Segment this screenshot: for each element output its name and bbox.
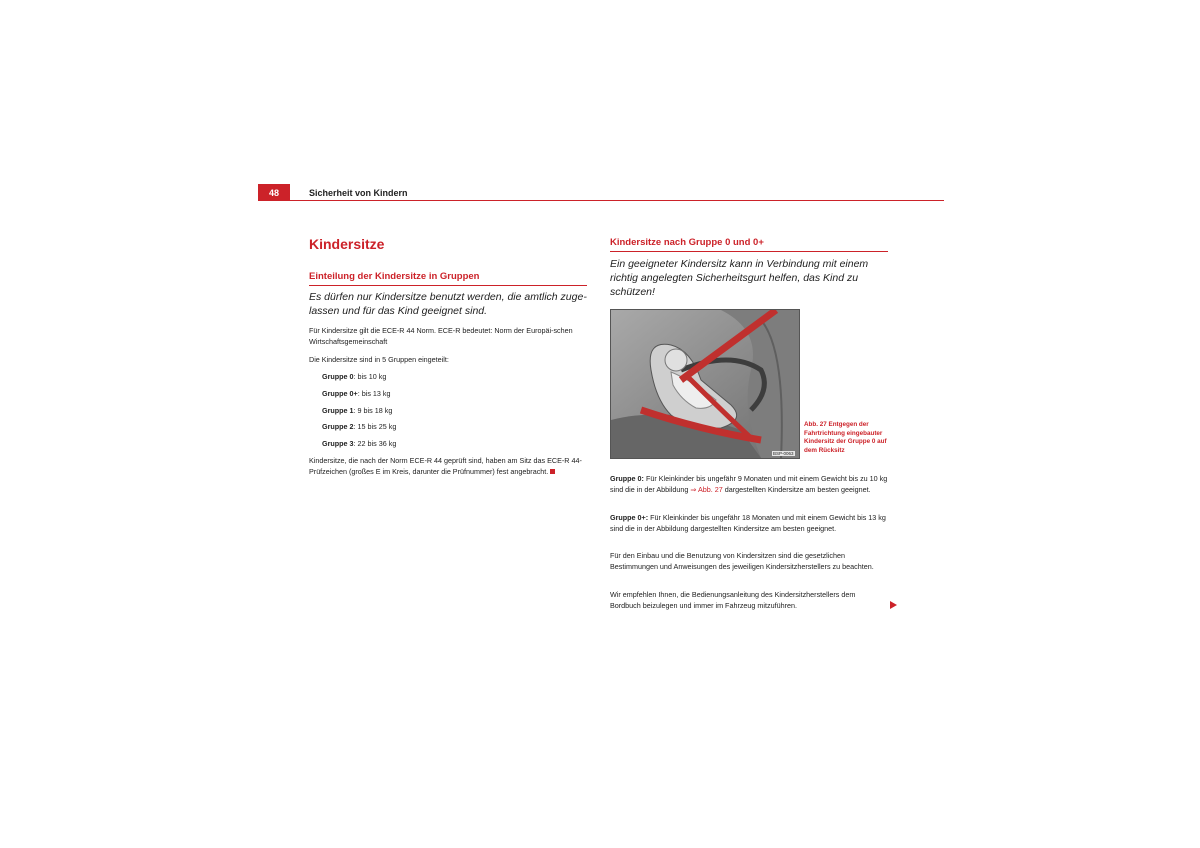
group-label: Gruppe 0+ xyxy=(322,389,358,398)
group-0plus-label: Gruppe 0+: xyxy=(610,513,649,522)
ece-mark-text: Kindersitze, die nach der Norm ECE-R 44 geprüft sind, haben am Sitz das ECE-R 44-Prüfzeichen (großes E im Kreis, darunter die Prüfnummer) fest angebracht. xyxy=(309,456,582,476)
header-divider xyxy=(258,200,944,201)
group-0-paragraph xyxy=(610,474,890,496)
group-weight: : bis 10 kg xyxy=(353,372,387,381)
figure-reference-link[interactable]: ⇒ Abb. 27 xyxy=(690,484,723,494)
group-weight: : bis 13 kg xyxy=(357,389,391,398)
left-subtitle: Einteilung der Kindersitze in Gruppen xyxy=(309,271,587,286)
child-seat-illustration xyxy=(610,309,800,459)
ece-mark-paragraph xyxy=(309,456,589,478)
installation-paragraph: Für den Einbau und die Benutzung von Kindersitzen sind die gesetzlichen Bestimmungen und Anweisungen des jeweiligen Kindersitzherstellers zu beachten. xyxy=(610,551,874,571)
continue-arrow-icon xyxy=(890,601,897,609)
group-weight: : 22 bis 36 kg xyxy=(353,439,397,448)
group-label: Gruppe 2 xyxy=(322,422,354,431)
group-0plus-paragraph xyxy=(610,513,890,535)
group-0plus-text: Für Kleinkinder bis ungefähr 18 Monaten und mit einem Gewicht bis 13 kg sind die in der Abbildung dargestellten Kindersitze am besten geeignet. xyxy=(610,513,886,533)
group-weight: : 15 bis 25 kg xyxy=(353,422,397,431)
group-item xyxy=(322,389,391,398)
group-item xyxy=(322,372,386,381)
group-0-text: Für Kleinkinder bis ungefähr 9 Monaten und mit einem Gewicht bis zu 10 kg sind die in der Abbildung xyxy=(610,474,888,494)
figure-code: BSP-0063 xyxy=(773,451,794,456)
group-label: Gruppe 1 xyxy=(322,406,354,415)
group-item xyxy=(322,406,392,415)
left-lead-text: Es dürfen nur Kindersitze benutzt werden, die amtlich zuge-lassen und für das Kind geeignet sind. xyxy=(309,291,587,317)
ece-paragraph: Für Kindersitze gilt die ECE-R 44 Norm. ECE-R bedeutet: Norm der Europäi-schen Wirtschaftsgemeinschaft xyxy=(309,326,573,346)
group-weight: : 9 bis 18 kg xyxy=(353,406,393,415)
section-title: Sicherheit von Kindern xyxy=(309,188,408,198)
group-label: Gruppe 0 xyxy=(322,372,354,381)
recommendation-paragraph: Wir empfehlen Ihnen, die Bedienungsanleitung des Kindersitzherstellers dem Bordbuch beizulegen und immer im Fahrzeug mitzuführen. xyxy=(610,590,856,610)
end-of-section-icon xyxy=(550,469,555,474)
groups-intro: Die Kindersitze sind in 5 Gruppen eingeteilt: xyxy=(309,355,449,364)
group-0-text-end: dargestellten Kindersitze am besten geeignet. xyxy=(722,484,871,494)
page-number: 48 xyxy=(258,184,290,201)
group-0-label: Gruppe 0: xyxy=(610,474,644,483)
right-subtitle: Kindersitze nach Gruppe 0 und 0+ xyxy=(610,237,888,252)
right-lead-text: Ein geeigneter Kindersitz kann in Verbindung mit einem richtig angelegten Sicherheitsgurt helfen, das Kind zu schützen! xyxy=(610,258,869,298)
group-label: Gruppe 3 xyxy=(322,439,354,448)
page-title: Kindersitze xyxy=(309,236,385,252)
group-item xyxy=(322,422,396,431)
figure-caption: Abb. 27 Entgegen der Fahrtrichtung eingebauter Kindersitz der Gruppe 0 auf dem Rücksitz xyxy=(804,421,887,454)
child-seat-drawing xyxy=(611,310,799,458)
group-item xyxy=(322,439,396,448)
